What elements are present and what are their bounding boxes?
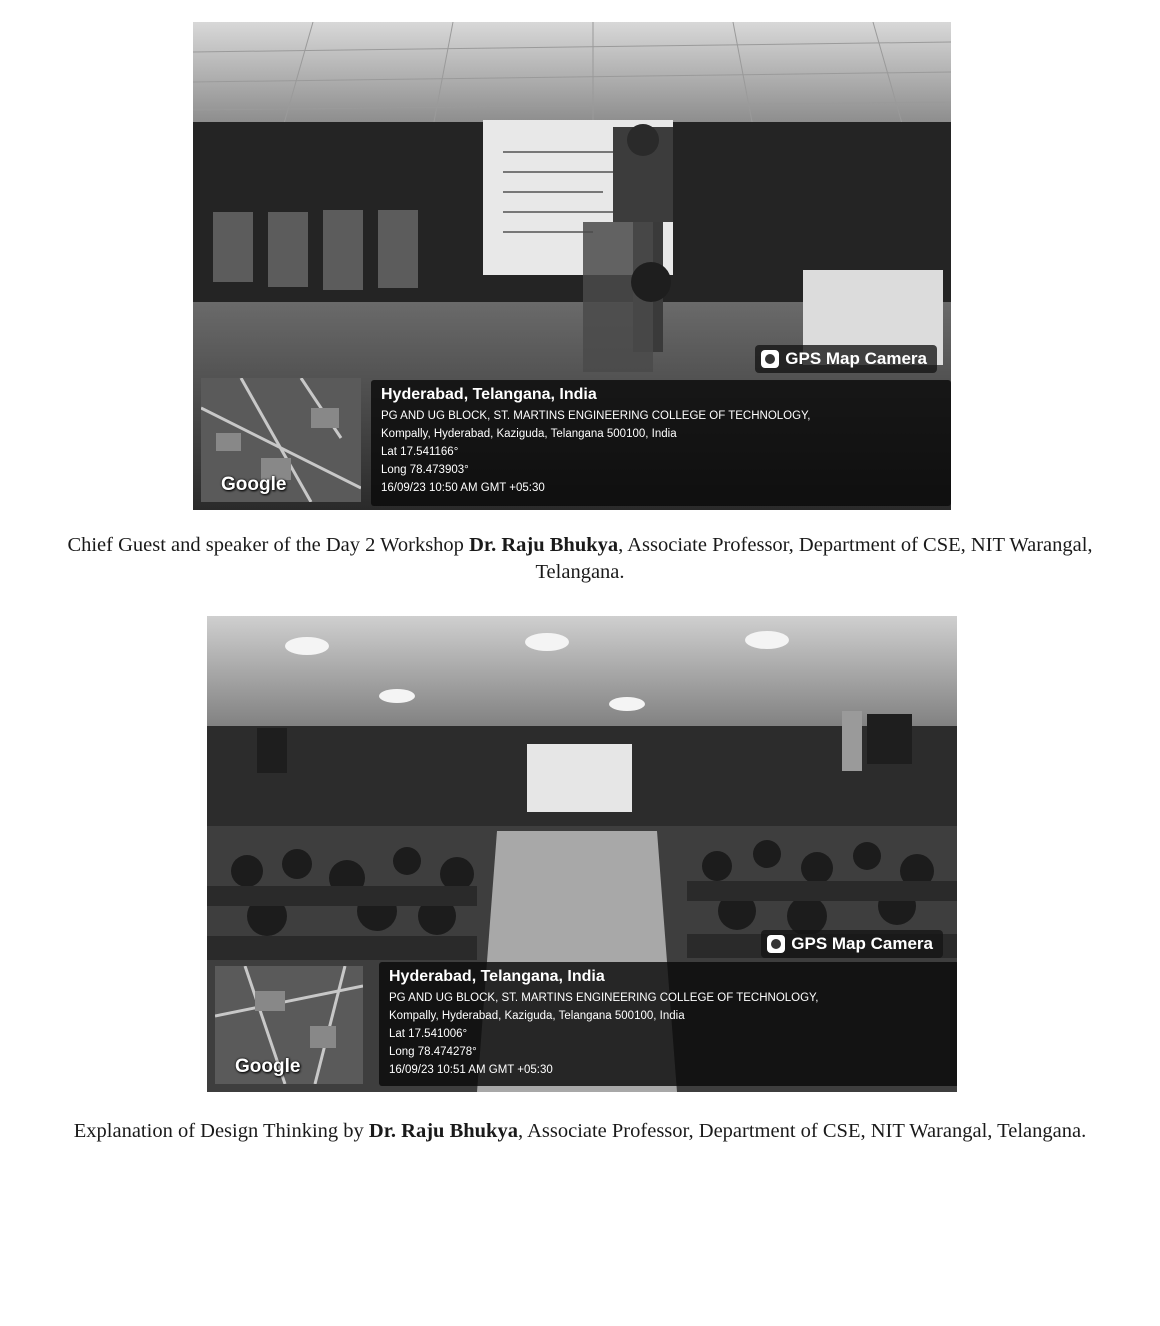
location-address-line1: PG AND UG BLOCK, ST. MARTINS ENGINEERING COLLEGE OF TECHNOLOGY, [381, 410, 811, 422]
event-photo-audience [207, 616, 957, 1092]
location-latitude: Lat 17.541006° [389, 1028, 468, 1040]
caption-text-after: , Associate Professor, Department of CSE, NIT Warangal, Telangana. [517, 1120, 1087, 1142]
location-longitude: Long 78.473903° [381, 464, 469, 476]
location-longitude: Long 78.474278° [389, 1046, 477, 1058]
caption-speaker-name: Dr. Raju Bhukya [368, 1120, 518, 1142]
google-map-label: Google [235, 1056, 301, 1077]
google-map-label: Google [221, 474, 287, 495]
location-address-line2: Kompally, Hyderabad, Kaziguda, Telangana 500100, India [381, 428, 677, 440]
gps-badge-label: GPS Map Camera [785, 349, 927, 368]
gps-map-camera-badge [761, 930, 943, 958]
event-photo-speaker [193, 22, 951, 510]
location-info-box [379, 962, 957, 1086]
location-address-line2: Kompally, Hyderabad, Kaziguda, Telangana 500100, India [389, 1010, 685, 1022]
photo-caption-1 [40, 532, 1120, 586]
satellite-map-thumbnail [215, 966, 363, 1084]
location-timestamp: 16/09/23 10:50 AM GMT +05:30 [381, 482, 545, 494]
caption-text-after: , Associate Professor, Department of CSE, NIT Warangal, Telangana. [535, 534, 1093, 583]
location-latitude: Lat 17.541166° [381, 446, 459, 458]
location-address-line1: PG AND UG BLOCK, ST. MARTINS ENGINEERING COLLEGE OF TECHNOLOGY, [389, 992, 819, 1004]
caption-speaker-name: Dr. Raju Bhukya [469, 534, 619, 556]
location-city: Hyderabad, Telangana, India [381, 386, 597, 403]
location-city: Hyderabad, Telangana, India [389, 968, 605, 985]
camera-icon [761, 350, 779, 368]
camera-icon [767, 935, 785, 953]
gps-map-camera-badge [755, 345, 937, 373]
caption-text-before: Explanation of Design Thinking by [73, 1120, 369, 1142]
caption-text-before: Chief Guest and speaker of the Day 2 Workshop [67, 534, 470, 556]
location-info-box [371, 380, 951, 506]
location-timestamp: 16/09/23 10:51 AM GMT +05:30 [389, 1064, 553, 1076]
gps-badge-label: GPS Map Camera [791, 934, 933, 953]
photo-caption-2 [40, 1118, 1120, 1145]
satellite-map-thumbnail [201, 378, 361, 502]
